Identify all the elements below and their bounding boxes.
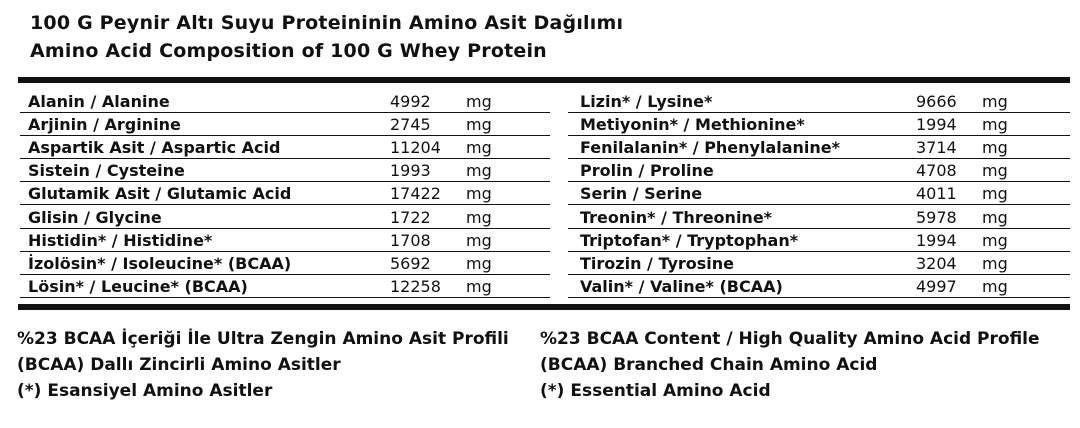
amino-acid-value: 3714 <box>916 138 957 158</box>
amino-acid-name: Lösin* / Leucine* (BCAA) <box>28 276 248 296</box>
table-row <box>20 276 1070 299</box>
amino-acid-unit: mg <box>466 138 492 158</box>
table-row <box>20 253 1070 276</box>
amino-acid-value: 1993 <box>390 161 431 181</box>
amino-acid-unit: mg <box>466 184 492 204</box>
footer-tr-line: (*) Esansiyel Amino Asitler <box>17 381 273 401</box>
amino-acid-value: 4011 <box>916 184 957 204</box>
row-underline <box>568 158 1070 159</box>
top-divider <box>18 77 1070 83</box>
row-underline <box>568 204 1070 205</box>
amino-acid-unit: mg <box>466 92 492 111</box>
row-underline <box>568 297 1070 298</box>
row-underline <box>20 181 550 182</box>
footer-tr-line: %23 BCAA İçeriği İle Ultra Zengin Amino Asit Profili <box>17 329 509 349</box>
amino-acid-name: Fenilalanin* / Phenylalanine* <box>580 138 841 158</box>
row-underline <box>20 274 550 275</box>
footer-en-line: (*) Essential Amino Acid <box>540 381 771 401</box>
row-underline <box>568 251 1070 252</box>
amino-acid-name: Tirozin / Tyrosine <box>580 253 735 273</box>
table-row <box>20 230 1070 253</box>
amino-acid-value: 1722 <box>390 207 431 227</box>
amino-acid-name: Aspartik Asit / Aspartic Acid <box>28 138 281 158</box>
row-underline <box>20 112 550 113</box>
amino-acid-name: Serin / Serine <box>580 184 703 204</box>
footer-en-line: (BCAA) Branched Chain Amino Acid <box>540 355 878 375</box>
row-underline <box>20 158 550 159</box>
amino-acid-unit: mg <box>466 253 492 273</box>
amino-acid-name: Glutamik Asit / Glutamic Acid <box>28 184 292 204</box>
row-underline <box>20 135 550 136</box>
amino-acid-unit: mg <box>982 253 1008 273</box>
footer-en-line: %23 BCAA Content / High Quality Amino Acid Profile <box>540 329 1040 349</box>
amino-acid-unit: mg <box>466 161 492 181</box>
amino-acid-name: Lizin* / Lysine* <box>580 92 713 111</box>
table-row <box>20 91 1070 114</box>
amino-acid-value: 1994 <box>916 115 957 135</box>
amino-acid-name: Histidin* / Histidine* <box>28 230 213 250</box>
row-underline <box>568 181 1070 182</box>
amino-acid-unit: mg <box>466 276 492 296</box>
amino-acid-unit: mg <box>982 92 1008 111</box>
table-row <box>20 207 1070 230</box>
row-underline <box>20 297 550 298</box>
amino-acid-value: 3204 <box>916 253 957 273</box>
amino-acid-unit: mg <box>982 207 1008 227</box>
amino-acid-value: 12258 <box>390 276 441 296</box>
amino-acid-name: Prolin / Proline <box>580 161 714 181</box>
row-underline <box>568 274 1070 275</box>
table-row <box>20 137 1070 160</box>
row-underline <box>20 204 550 205</box>
amino-acid-unit: mg <box>982 184 1008 204</box>
amino-acid-value: 4992 <box>390 92 431 111</box>
amino-acid-table <box>20 91 1070 299</box>
amino-acid-unit: mg <box>982 138 1008 158</box>
amino-acid-unit: mg <box>982 161 1008 181</box>
amino-acid-unit: mg <box>982 230 1008 250</box>
row-underline <box>568 135 1070 136</box>
amino-acid-unit: mg <box>982 115 1008 135</box>
bottom-divider <box>18 304 1070 310</box>
amino-acid-name: Glisin / Glycine <box>28 207 162 227</box>
amino-acid-name: Triptofan* / Tryptophan* <box>580 230 799 250</box>
amino-acid-value: 4708 <box>916 161 957 181</box>
title-english: Amino Acid Composition of 100 G Whey Protein <box>30 40 547 62</box>
table-row <box>20 183 1070 206</box>
amino-acid-value: 17422 <box>390 184 441 204</box>
amino-acid-name: Metiyonin* / Methionine* <box>580 115 805 135</box>
amino-acid-unit: mg <box>982 276 1008 296</box>
row-underline <box>568 112 1070 113</box>
footer-tr-line: (BCAA) Dallı Zincirli Amino Asitler <box>17 355 341 375</box>
amino-acid-name: Treonin* / Threonine* <box>580 207 773 227</box>
amino-acid-name: Arjinin / Arginine <box>28 115 181 135</box>
table-row <box>20 160 1070 183</box>
amino-acid-name: İzolösin* / Isoleucine* (BCAA) <box>28 253 292 273</box>
amino-acid-unit: mg <box>466 207 492 227</box>
amino-acid-name: Sistein / Cysteine <box>28 161 185 181</box>
amino-acid-name: Valin* / Valine* (BCAA) <box>580 276 783 296</box>
amino-acid-name: Alanin / Alanine <box>28 92 170 111</box>
row-underline <box>20 228 550 229</box>
amino-acid-value: 5692 <box>390 253 431 273</box>
row-underline <box>20 251 550 252</box>
footer-english <box>540 326 1040 404</box>
row-underline <box>568 228 1070 229</box>
footer-turkish <box>17 326 509 404</box>
table-row <box>20 114 1070 137</box>
amino-acid-value: 1708 <box>390 230 431 250</box>
amino-acid-rows <box>20 91 1070 299</box>
amino-acid-value: 5978 <box>916 207 957 227</box>
amino-acid-value: 11204 <box>390 138 441 158</box>
title-turkish: 100 G Peynir Altı Suyu Proteininin Amino Asit Dağılımı <box>30 12 624 34</box>
amino-acid-value: 9666 <box>916 92 957 111</box>
amino-acid-value: 2745 <box>390 115 431 135</box>
amino-acid-value: 1994 <box>916 230 957 250</box>
amino-acid-unit: mg <box>466 230 492 250</box>
amino-acid-value: 4997 <box>916 276 957 296</box>
amino-acid-unit: mg <box>466 115 492 135</box>
